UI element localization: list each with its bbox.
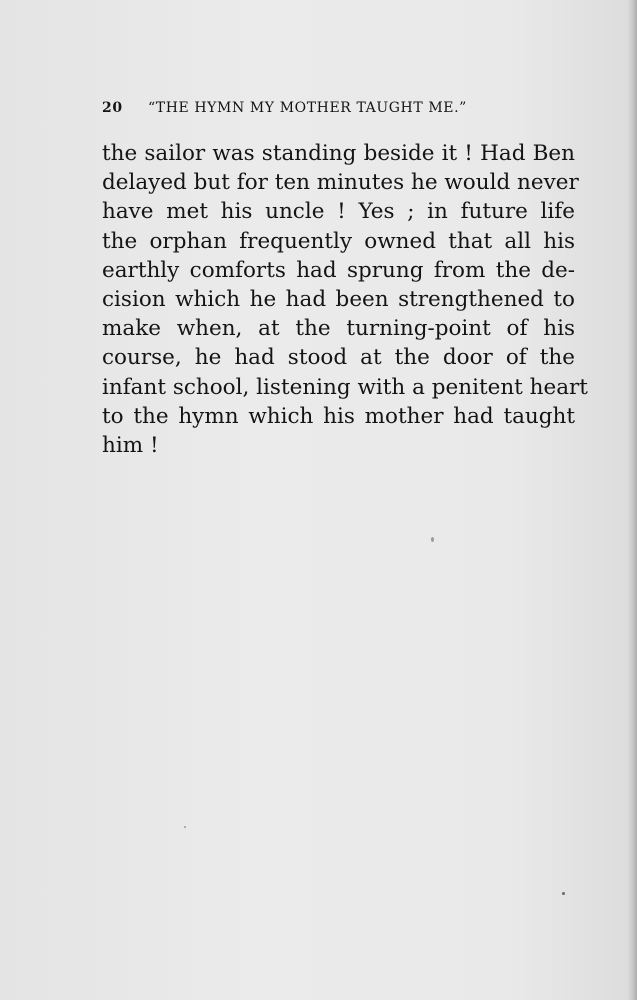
page-number: 20: [102, 100, 123, 116]
text-line: the sailor was standing beside it ! Had Ben: [102, 141, 575, 166]
text-line: the orphan frequently owned that all his: [102, 228, 575, 254]
text-line: to the hymn which his mother had taught: [102, 403, 575, 429]
running-title: “THE HYMN MY MOTHER TAUGHT ME.”: [148, 100, 467, 116]
text-line: earthly comforts had sprung from the de-: [102, 257, 575, 283]
text-line: cision which he had been strengthened to: [102, 286, 575, 312]
running-header: [102, 100, 542, 120]
text-line: him !: [102, 432, 159, 458]
body-paragraph: [102, 139, 588, 460]
text-line: infant school, listening with a penitent heart: [102, 374, 588, 400]
page-edge-shadow: [627, 0, 637, 1000]
text-line: make when, at the turning-point of his: [102, 316, 575, 342]
paper-speck: [184, 826, 186, 828]
paper-speck: [562, 892, 565, 895]
paper-speck: [431, 537, 434, 542]
text-line: have met his uncle ! Yes ; in future life: [102, 199, 575, 225]
text-line: delayed but for ten minutes he would never: [102, 170, 579, 196]
text-line: course, he had stood at the door of the: [102, 345, 575, 371]
